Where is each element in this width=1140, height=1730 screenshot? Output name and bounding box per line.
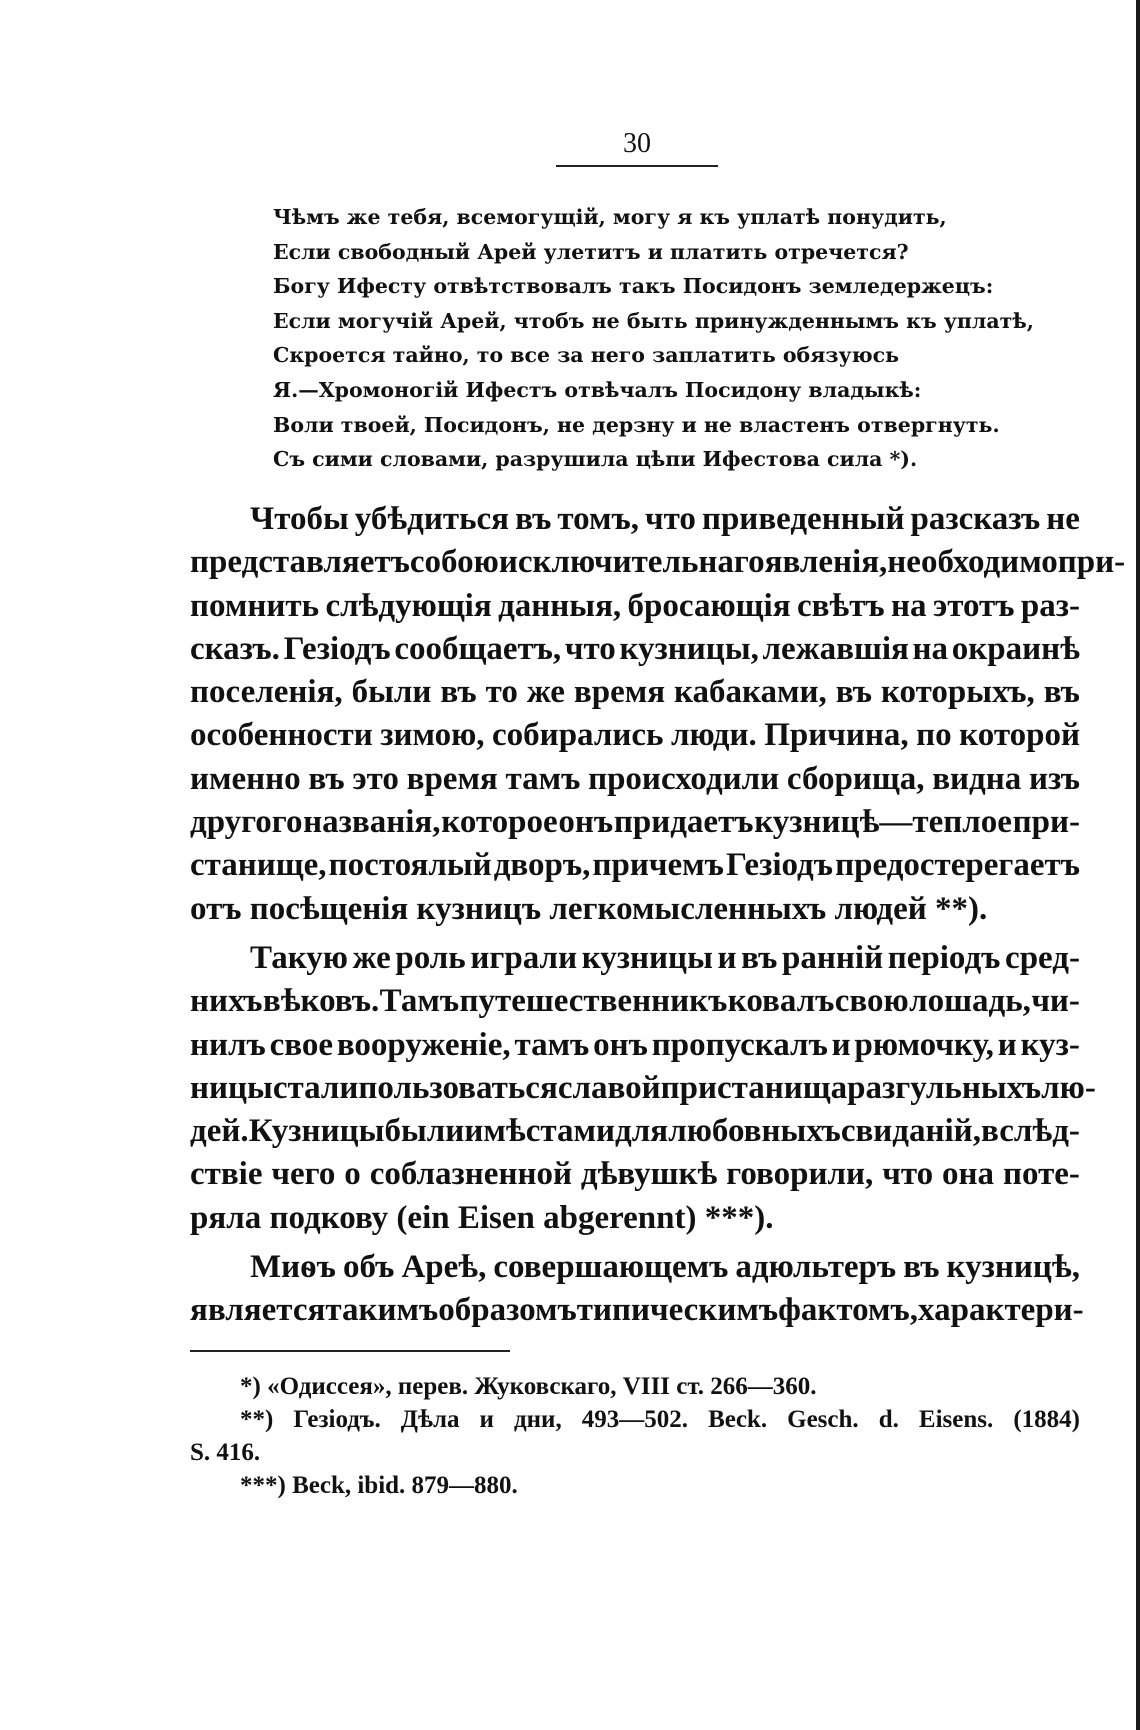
word: ствіе: [190, 1156, 263, 1193]
word: адюльтеръ: [735, 1249, 897, 1285]
verse-line: Съ сими словами, разрушила цѣпи Ифестова сила *).: [273, 447, 918, 472]
word: пристанища: [660, 1069, 848, 1106]
word: кузницы,: [619, 630, 759, 667]
word: (1884): [1013, 1406, 1080, 1433]
word: ранній: [782, 940, 884, 976]
word: окраинѣ: [951, 630, 1080, 667]
text-line: отъ посѣщенія кузницъ легкомысленныхъ людей **).: [190, 890, 988, 927]
word: то: [485, 674, 518, 711]
text-line: [190, 498, 1080, 541]
word: Тамъ: [379, 983, 460, 1020]
word: свѣтъ: [796, 587, 885, 624]
word: играли: [470, 940, 578, 976]
word: станище,: [190, 847, 327, 884]
word: пользоваться: [358, 1069, 558, 1106]
word: характери-: [918, 1292, 1084, 1329]
text-line: [190, 585, 1080, 628]
word: собою: [409, 544, 499, 581]
word: соблазненной: [369, 1156, 572, 1193]
word: дворъ,: [493, 847, 591, 884]
page-number-rule: [556, 165, 718, 167]
word: время: [573, 674, 666, 711]
word: Гезіодъ: [283, 630, 391, 667]
word: славой: [557, 1069, 661, 1106]
word: люди.: [670, 717, 757, 754]
word: это: [352, 760, 399, 797]
word: Дѣла: [400, 1406, 460, 1433]
word: что: [882, 1156, 934, 1193]
word: зимою,: [380, 717, 485, 754]
word: совершающемъ: [493, 1249, 729, 1285]
word: является: [190, 1292, 326, 1329]
word: ницы: [190, 1069, 273, 1106]
word: и: [831, 1026, 851, 1063]
word: названія,: [303, 804, 441, 841]
text-line: [190, 1024, 1080, 1067]
word: любовныхъ: [668, 1113, 841, 1150]
word: Ареѣ,: [401, 1249, 487, 1285]
word: и: [997, 1026, 1017, 1063]
word: нихъ: [190, 983, 263, 1020]
word: чи-: [1031, 983, 1080, 1020]
word: фактомъ,: [778, 1292, 919, 1329]
text-line: [190, 541, 1126, 584]
word: этотъ: [932, 587, 1015, 624]
word: Beck.: [708, 1406, 768, 1433]
word: при-: [1057, 544, 1126, 581]
page-edge: [1136, 0, 1140, 1730]
word: не: [1046, 501, 1080, 537]
footnotes: [190, 1370, 1080, 1502]
word: явленія,: [764, 544, 888, 581]
word: бросающія: [627, 587, 791, 624]
word: мѣстами: [483, 1113, 615, 1150]
word: представляетъ: [190, 544, 410, 581]
word: сообщаетъ,: [394, 630, 562, 667]
word: слѣдующія: [325, 587, 492, 624]
word: сред-: [1005, 940, 1080, 976]
word: въ: [515, 501, 552, 537]
word: приведенный: [701, 501, 905, 537]
text-line: [190, 628, 1080, 671]
word: періодъ: [887, 940, 1001, 976]
word: и: [717, 940, 737, 976]
word: были: [384, 1113, 465, 1150]
verse-line: Я.—Хромоногій Ифестъ отвѣчалъ Посидону владыкѣ:: [273, 377, 922, 402]
text-line: ряла подкову (ein Eisen abgerennt) ***).: [190, 1199, 774, 1236]
word: сказъ.: [190, 630, 280, 667]
word: ковалъ: [727, 983, 835, 1020]
footnote-line: ***) Beck, ibid. 879—880.: [240, 1472, 518, 1499]
text-line: [190, 844, 1080, 887]
word: вооруженіе,: [336, 1026, 511, 1063]
word: на: [891, 587, 927, 624]
word: другого: [190, 804, 303, 841]
word: сборища,: [786, 760, 925, 797]
word: типическимъ: [576, 1292, 779, 1329]
paragraph-3: [190, 1246, 1084, 1333]
word: въ: [835, 674, 872, 711]
word: постоялый: [328, 847, 492, 884]
word: свою: [834, 983, 909, 1020]
word: же: [526, 674, 565, 711]
word: Гезіодъ: [725, 847, 833, 884]
verse-line: Богу Ифесту отвѣтствовалъ такъ Посидонъ земледержецъ:: [273, 274, 994, 299]
word: которое: [441, 804, 558, 841]
word: были: [351, 674, 432, 711]
word: раз-: [1020, 587, 1080, 624]
word: на: [912, 630, 949, 667]
verse-line: Чѣмъ же тебя, всемогущій, могу я къ уплатѣ понудить,: [273, 205, 947, 229]
word: придаетъ: [613, 804, 754, 841]
text-line: [190, 801, 1080, 844]
word: рюмочку,: [854, 1026, 994, 1063]
word: время: [406, 760, 498, 797]
word: образомъ: [438, 1292, 577, 1329]
text-line: [190, 937, 1080, 980]
word: кузницѣ,: [946, 1249, 1080, 1285]
word: свиданій,: [840, 1113, 981, 1150]
word: Кузницы: [248, 1113, 385, 1150]
word: тамъ: [514, 1026, 590, 1063]
word: дѣвушкѣ: [580, 1156, 718, 1193]
word: дни,: [514, 1406, 562, 1433]
word: въ: [903, 1249, 940, 1285]
word: d.: [878, 1406, 899, 1433]
word: дей.: [190, 1113, 249, 1150]
footnote-line: *) «Одиссея», перев. Жуковскаго, VIII ст. 266—360.: [240, 1373, 817, 1400]
word: путешественникъ: [459, 983, 728, 1020]
word: и: [464, 1113, 484, 1150]
word: о: [344, 1156, 361, 1193]
word: Миѳъ: [250, 1249, 336, 1285]
text-line: [190, 671, 1080, 714]
paragraph-1: [190, 498, 1126, 931]
word: въ: [308, 760, 345, 797]
word: что: [645, 501, 696, 537]
word: онъ: [558, 804, 614, 841]
word: же: [352, 940, 391, 976]
verse-line: Если свободный Арей улетитъ и платить отречется?: [273, 239, 909, 264]
word: нилъ: [190, 1026, 266, 1063]
text-line: [190, 1289, 1084, 1332]
word: кабаками,: [674, 674, 827, 711]
word: и: [479, 1406, 494, 1433]
word: Причина,: [764, 717, 909, 754]
paragraph-2: [190, 937, 1096, 1240]
word: причемъ: [592, 847, 724, 884]
word: поте-: [1002, 1156, 1080, 1193]
word: 493—502.: [581, 1406, 689, 1433]
word: Гезіодъ.: [293, 1406, 381, 1433]
word: поселенія,: [190, 674, 343, 711]
text-line: [190, 1246, 1080, 1289]
word: данныя,: [498, 587, 622, 624]
word: особенности: [190, 717, 373, 754]
word: лю-: [1041, 1069, 1096, 1106]
word: свое: [269, 1026, 333, 1063]
verse-quote: [273, 200, 1093, 477]
word: Eisens.: [918, 1406, 994, 1433]
word: объ: [342, 1249, 395, 1285]
word: что: [564, 630, 616, 667]
word: пропускалъ: [651, 1026, 828, 1063]
word: которой: [959, 717, 1080, 754]
footnote-line: S. 416.: [190, 1439, 261, 1466]
word: въ: [1043, 674, 1080, 711]
word: Gesch.: [787, 1406, 859, 1433]
footnote-line: [190, 1403, 1080, 1436]
word: для: [615, 1113, 669, 1150]
text-line: [190, 1110, 1080, 1153]
word: куз-: [1020, 1026, 1080, 1063]
word: Такую: [250, 940, 348, 976]
verse-line: Если могучій Арей, чтобъ не быть принужденнымъ къ уплатѣ,: [273, 308, 1034, 333]
verse-line: Воли твоей, Посидонъ, не дерзну и не властенъ отвергнуть.: [273, 412, 1000, 437]
word: кузницѣ—теплое: [754, 804, 1012, 841]
word: именно: [190, 760, 301, 797]
word: стали: [272, 1069, 359, 1106]
word: она: [942, 1156, 995, 1193]
page-number: 30: [623, 128, 651, 159]
word: по: [916, 717, 952, 754]
word: въ: [440, 674, 477, 711]
word: тамъ: [505, 760, 581, 797]
word: которыхъ,: [880, 674, 1035, 711]
word: въ: [741, 940, 778, 976]
word: роль: [395, 940, 466, 976]
word: убѣдиться: [354, 501, 510, 537]
word: вслѣд-: [981, 1113, 1080, 1150]
word: исключительнаго: [498, 544, 765, 581]
word: кузницы: [581, 940, 713, 976]
footnote-rule: [190, 1350, 510, 1352]
word: видна: [932, 760, 1022, 797]
word: **): [240, 1406, 274, 1433]
word: лошадь,: [909, 983, 1031, 1020]
word: говорили,: [726, 1156, 874, 1193]
text-line: [190, 758, 1080, 801]
text-line: [190, 1153, 1080, 1196]
text-line: [190, 1067, 1096, 1110]
word: разгульныхъ: [847, 1069, 1042, 1106]
word: разсказъ: [910, 501, 1041, 537]
text-line: [190, 980, 1080, 1023]
word: помнить: [190, 587, 320, 624]
word: Чтобы: [250, 501, 349, 537]
word: собирались: [492, 717, 664, 754]
word: чего: [271, 1156, 336, 1193]
word: предостерегаетъ: [835, 847, 1080, 884]
word: изъ: [1028, 760, 1080, 797]
verse-line: Скроется тайно, то все за него заплатить обязуюсь: [273, 343, 900, 368]
word: вѣковъ.: [262, 983, 380, 1020]
word: онъ: [593, 1026, 648, 1063]
text-line: [190, 714, 1080, 757]
word: при-: [1012, 804, 1080, 841]
word: такимъ: [325, 1292, 439, 1329]
word: происходили: [588, 760, 780, 797]
word: томъ,: [557, 501, 639, 537]
word: необходимо: [887, 544, 1058, 581]
word: лежавшія: [762, 630, 909, 667]
